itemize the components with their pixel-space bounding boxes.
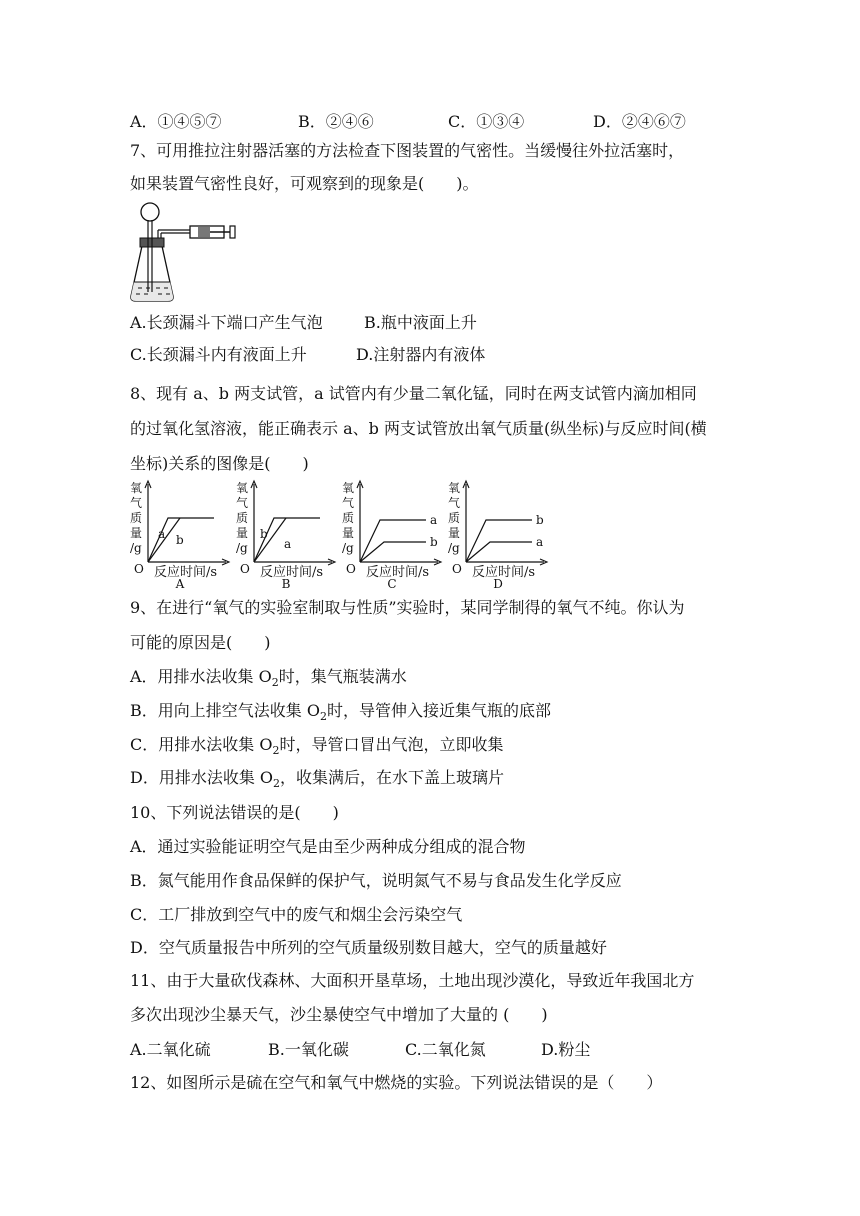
origin-label: O — [452, 562, 462, 576]
q10-option-a: A．通过实验能证明空气是由至少两种成分组成的混合物 — [130, 837, 526, 856]
graph-c — [340, 478, 444, 590]
y-axis-label-char: 量 — [236, 526, 249, 540]
curve-label-upper: b — [536, 513, 544, 527]
origin-label: O — [346, 562, 356, 576]
q8-stem-line2: 的过氧化氢溶液，能正确表示 a、b 两支试管放出氧气质量(纵坐标)与反应时间(横 — [130, 419, 707, 438]
y-axis-label-char: /g — [236, 541, 248, 555]
airtightness-apparatus-figure — [128, 200, 240, 304]
y-axis-label-char: /g — [342, 541, 354, 555]
q6-option-b: B．②④⑥ — [298, 112, 374, 131]
y-axis-label-char: 气 — [130, 496, 143, 510]
q10-option-d: D．空气质量报告中所列的空气质量级别数目越大，空气的质量越好 — [130, 938, 607, 957]
q7-stem-line2: 如果装置气密性良好，可观察到的现象是( )。 — [130, 174, 479, 193]
x-axis-label: 反应时间/s — [472, 565, 536, 580]
q9-stem-line2: 可能的原因是( ) — [130, 633, 271, 652]
q7-option-c: C.长颈漏斗内有液面上升 — [130, 345, 307, 364]
y-axis-label-char: /g — [130, 541, 142, 555]
y-axis-label-char: 量 — [342, 526, 355, 540]
x-axis-label: 反应时间/s — [260, 565, 324, 580]
curve-label-steep: b — [260, 527, 268, 541]
q6-option-c: C．①③④ — [448, 112, 525, 131]
q6-option-a: A．①④⑤⑦ — [130, 112, 222, 131]
q7-stem-line1: 7、可用推拉注射器活塞的方法检查下图装置的气密性。当缓慢往外拉活塞时， — [130, 141, 685, 160]
graph-option-letter: D — [493, 577, 503, 590]
y-axis-label-char: 氧 — [236, 481, 249, 495]
curve-label-steep: a — [158, 527, 166, 541]
y-axis-label-char: 氧 — [130, 481, 143, 495]
q11-option-d: D.粉尘 — [541, 1040, 591, 1059]
q8-graph-options — [128, 478, 548, 590]
q6-option-d: D．②④⑥⑦ — [593, 112, 686, 131]
y-axis-label-char: 气 — [342, 496, 355, 510]
y-axis-label-char: 量 — [130, 526, 143, 540]
y-axis-label-char: 质 — [236, 511, 249, 525]
q10-option-c: C．工厂排放到空气中的废气和烟尘会污染空气 — [130, 905, 463, 924]
graph-b — [234, 478, 338, 590]
q11-option-b: B.一氧化碳 — [268, 1040, 349, 1059]
curve-label-gentle: b — [176, 533, 184, 547]
y-axis-label-char: 氧 — [342, 481, 355, 495]
y-axis-label-char: 质 — [448, 511, 461, 525]
y-axis-label-char: 量 — [448, 526, 461, 540]
q11-stem-line1: 11、由于大量砍伐森林、大面积开垦草场，土地出现沙漠化，导致近年我国北方 — [130, 971, 695, 990]
q10-stem: 10、下列说法错误的是( ) — [130, 803, 339, 822]
q11-option-c: C.二氧化氮 — [405, 1040, 486, 1059]
origin-label: O — [240, 562, 250, 576]
y-axis-label-char: /g — [448, 541, 460, 555]
graph-option-letter: B — [281, 577, 291, 590]
curve-upper — [360, 520, 426, 562]
curve-lower — [466, 542, 532, 562]
curve-upper — [466, 520, 532, 562]
curve-label-lower: a — [536, 535, 544, 549]
q9-option-a: A．用排水法收集 $O_2$时，集气瓶装满水 — [130, 667, 407, 690]
curve-gentle — [254, 518, 286, 562]
q12-stem: 12、如图所示是硫在空气和氧气中燃烧的实验。下列说法错误的是（ ） — [130, 1073, 663, 1092]
q9-option-c: C．用排水法收集 $O_2$时，导管口冒出气泡，立即收集 — [130, 735, 504, 758]
q9-option-d: D．用排水法收集 $O_2$，收集满后，在水下盖上玻璃片 — [130, 768, 505, 791]
x-axis-label: 反应时间/s — [366, 565, 430, 580]
graph-d — [446, 478, 550, 590]
q8-stem-line1: 8、现有 a、b 两支试管，a 试管内有少量二氧化锰，同时在两支试管内滴加相同 — [130, 384, 697, 403]
q11-option-a: A.二氧化硫 — [130, 1040, 211, 1059]
q9-stem-line1: 9、在进行“氧气的实验室制取与性质”实验时，某同学制得的氧气不纯。你认为 — [130, 598, 685, 617]
q8-stem-line3: 坐标)关系的图像是( ) — [130, 454, 309, 473]
y-axis-label-char: 气 — [448, 496, 461, 510]
curve-lower — [360, 542, 426, 562]
y-axis-label-char: 气 — [236, 496, 249, 510]
q7-option-a: A.长颈漏斗下端口产生气泡 — [130, 313, 323, 332]
y-axis-label-char: 质 — [342, 511, 355, 525]
graph-option-letter: A — [175, 577, 185, 590]
q7-option-d: D.注射器内有液体 — [356, 345, 486, 364]
graph-a — [128, 478, 232, 590]
q11-stem-line2: 多次出现沙尘暴天气，沙尘暴使空气中增加了大量的 ( ) — [130, 1005, 548, 1024]
graph-option-letter: C — [387, 577, 397, 590]
x-axis-label: 反应时间/s — [154, 565, 218, 580]
y-axis-label-char: 质 — [130, 511, 143, 525]
curve-label-gentle: a — [284, 537, 292, 551]
curve-label-lower: b — [430, 535, 438, 549]
q7-option-b: B.瓶中液面上升 — [364, 313, 477, 332]
q9-option-b: B．用向上排空气法收集 $O_2$时，导管伸入接近集气瓶的底部 — [130, 701, 551, 724]
y-axis-label-char: 氧 — [448, 481, 461, 495]
origin-label: O — [134, 562, 144, 576]
q10-option-b: B．氮气能用作食品保鲜的保护气，说明氮气不易与食品发生化学反应 — [130, 871, 622, 890]
curve-label-upper: a — [430, 513, 438, 527]
